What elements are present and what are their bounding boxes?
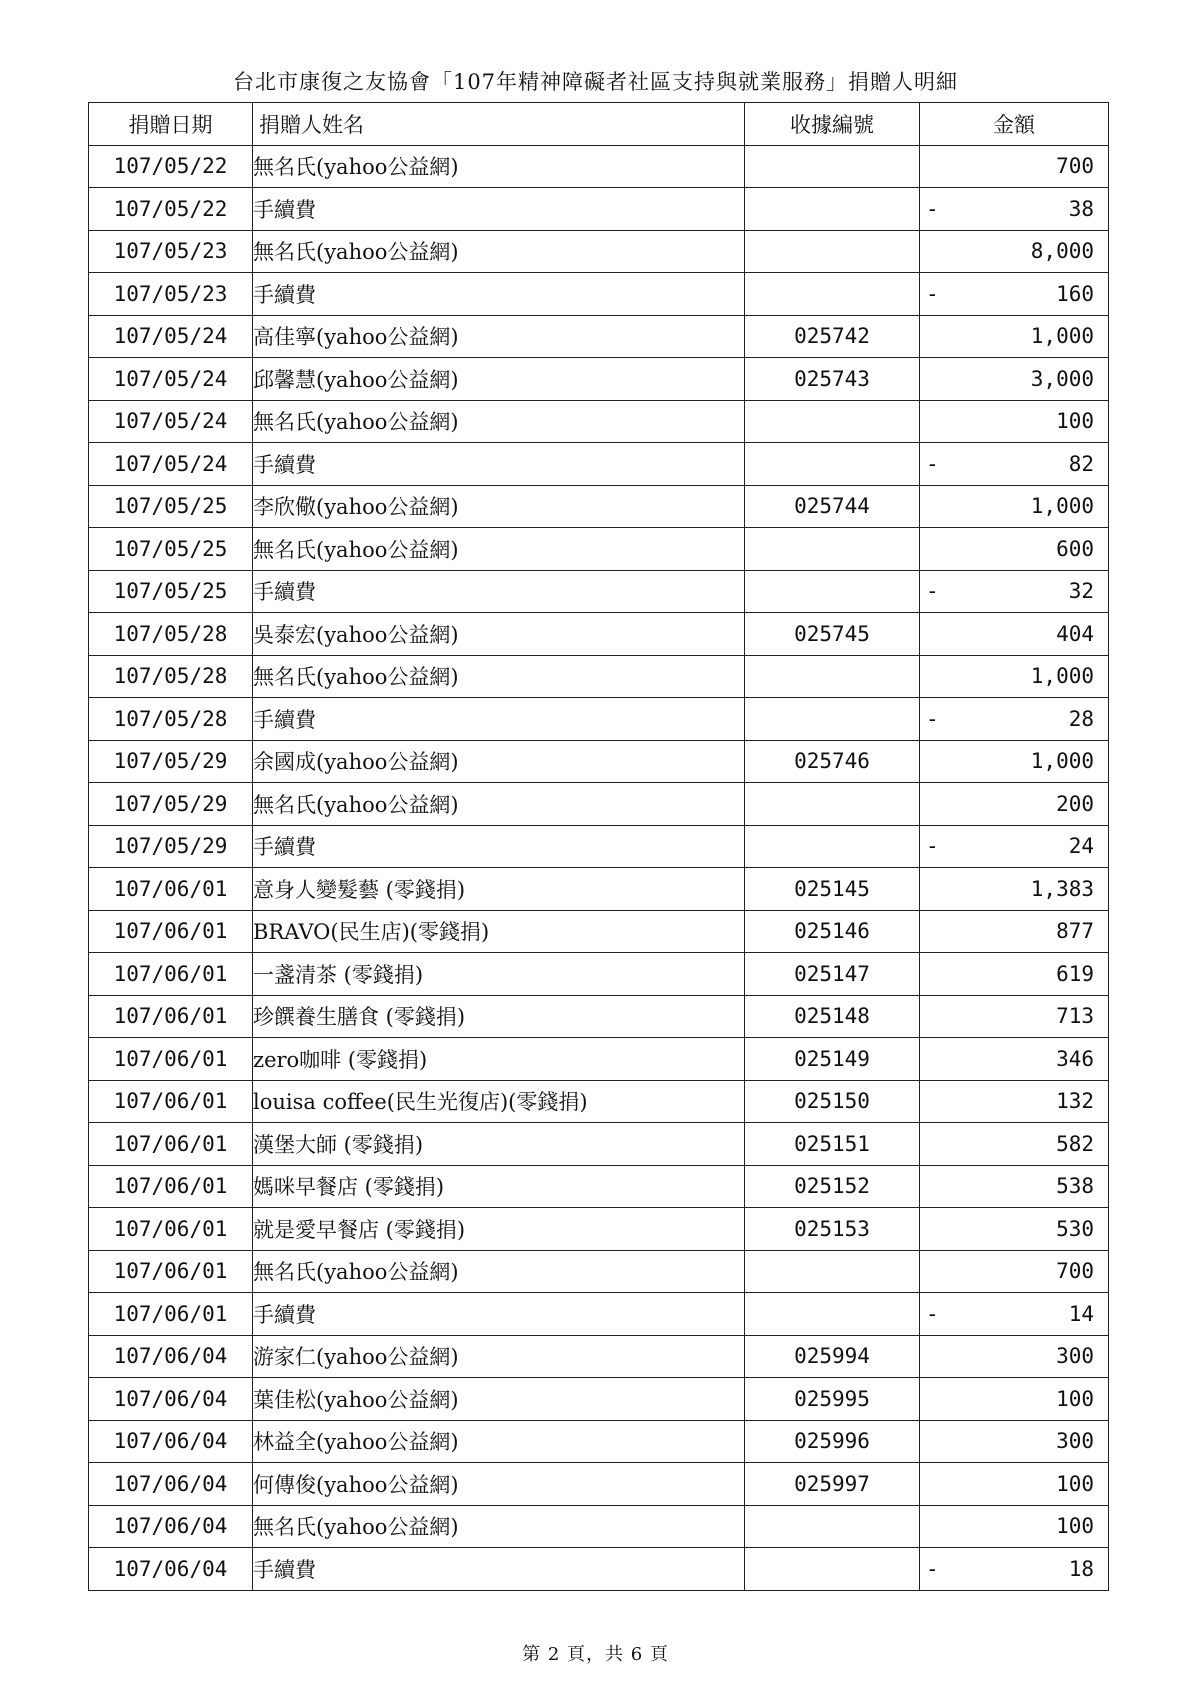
donor-name-cell: BRAVO(民生店)(零錢捐)	[253, 910, 745, 953]
donor-name-cell: 無名氏(yahoo公益網)	[253, 528, 745, 571]
donor-name-cell: 余國成(yahoo公益網)	[253, 740, 745, 783]
amount-cell	[920, 1548, 1109, 1591]
receipt-number-cell: 025994	[745, 1335, 920, 1378]
header-name: 捐贈人姓名	[253, 103, 745, 146]
amount-value: 38	[1068, 196, 1094, 221]
amount-cell	[920, 740, 1109, 783]
donor-name-cell: zero咖啡 (零錢捐)	[253, 1038, 745, 1081]
donation-date-cell: 107/05/22	[89, 145, 253, 188]
donor-name-cell: 無名氏(yahoo公益網)	[253, 783, 745, 826]
amount-value: 100	[1056, 1471, 1094, 1496]
receipt-number-cell	[745, 655, 920, 698]
amount-value: 132	[1056, 1089, 1094, 1114]
amount-cell	[920, 528, 1109, 571]
donation-date-cell: 107/05/25	[89, 485, 253, 528]
donation-date-cell: 107/05/24	[89, 400, 253, 443]
receipt-number-cell	[745, 443, 920, 486]
amount-value: 100	[1056, 1386, 1094, 1411]
donation-date-cell: 107/06/01	[89, 1038, 253, 1081]
table-row	[89, 1123, 1109, 1166]
donor-name-cell: 邱馨慧(yahoo公益網)	[253, 358, 745, 401]
page-title: 台北市康復之友協會「107年精神障礙者社區支持與就業服務」捐贈人明細	[232, 70, 959, 94]
table-row	[89, 1165, 1109, 1208]
donor-name-cell: 手續費	[253, 273, 745, 316]
donor-name-cell: 游家仁(yahoo公益網)	[253, 1335, 745, 1378]
receipt-number-cell: 025997	[745, 1463, 920, 1506]
donor-name-cell: 葉佳松(yahoo公益網)	[253, 1378, 745, 1421]
donation-date-cell: 107/06/01	[89, 1123, 253, 1166]
donation-date-cell: 107/05/24	[89, 358, 253, 401]
amount-value: 600	[1056, 536, 1094, 561]
donation-date-cell: 107/06/01	[89, 1080, 253, 1123]
table-row	[89, 230, 1109, 273]
donor-name-cell: 無名氏(yahoo公益網)	[253, 1250, 745, 1293]
receipt-number-cell	[745, 230, 920, 273]
table-row	[89, 485, 1109, 528]
receipt-number-cell: 025150	[745, 1080, 920, 1123]
amount-value: 404	[1056, 621, 1094, 646]
donation-date-cell: 107/06/04	[89, 1420, 253, 1463]
receipt-number-cell	[745, 1293, 920, 1336]
table-row	[89, 613, 1109, 656]
donation-date-cell: 107/06/01	[89, 868, 253, 911]
amount-cell	[920, 273, 1109, 316]
amount-value: 24	[1068, 834, 1094, 859]
receipt-number-cell	[745, 528, 920, 571]
amount-value: 700	[1056, 1259, 1094, 1284]
table-row	[89, 953, 1109, 996]
table-row	[89, 400, 1109, 443]
receipt-number-cell	[745, 145, 920, 188]
donation-date-cell: 107/05/24	[89, 315, 253, 358]
table-row	[89, 740, 1109, 783]
negative-sign: -	[926, 579, 939, 604]
receipt-number-cell: 025745	[745, 613, 920, 656]
donor-name-cell: 何傳俊(yahoo公益網)	[253, 1463, 745, 1506]
donor-name-cell: 漢堡大師 (零錢捐)	[253, 1123, 745, 1166]
amount-value: 100	[1056, 1514, 1094, 1539]
receipt-number-cell: 025145	[745, 868, 920, 911]
amount-value: 28	[1068, 706, 1094, 731]
table-row	[89, 1038, 1109, 1081]
amount-value: 32	[1068, 579, 1094, 604]
amount-cell	[920, 358, 1109, 401]
donation-date-cell: 107/06/01	[89, 1250, 253, 1293]
amount-value: 82	[1068, 451, 1094, 476]
amount-cell	[920, 1335, 1109, 1378]
donor-name-cell: 手續費	[253, 1293, 745, 1336]
donor-name-cell: 手續費	[253, 1548, 745, 1591]
table-row	[89, 528, 1109, 571]
donor-name-cell: louisa coffee(民生光復店)(零錢捐)	[253, 1080, 745, 1123]
amount-value: 8,000	[1030, 239, 1094, 264]
table-row	[89, 1250, 1109, 1293]
amount-cell	[920, 953, 1109, 996]
donation-date-cell: 107/05/28	[89, 613, 253, 656]
amount-cell	[920, 315, 1109, 358]
receipt-number-cell: 025995	[745, 1378, 920, 1421]
amount-value: 1,000	[1030, 324, 1094, 349]
donor-name-cell: 意身人變髮藝 (零錢捐)	[253, 868, 745, 911]
amount-value: 3,000	[1030, 366, 1094, 391]
amount-cell	[920, 1208, 1109, 1251]
amount-value: 700	[1056, 154, 1094, 179]
donation-date-cell: 107/06/01	[89, 995, 253, 1038]
donation-date-cell: 107/06/04	[89, 1505, 253, 1548]
donation-date-cell: 107/05/29	[89, 740, 253, 783]
receipt-number-cell: 025743	[745, 358, 920, 401]
table-row	[89, 1335, 1109, 1378]
amount-value: 1,000	[1030, 664, 1094, 689]
donor-name-cell: 無名氏(yahoo公益網)	[253, 230, 745, 273]
table-row	[89, 1208, 1109, 1251]
table-row	[89, 1080, 1109, 1123]
donor-name-cell: 珍饌養生膳食 (零錢捐)	[253, 995, 745, 1038]
table-row	[89, 825, 1109, 868]
receipt-number-cell: 025152	[745, 1165, 920, 1208]
donation-date-cell: 107/06/04	[89, 1463, 253, 1506]
table-row	[89, 995, 1109, 1038]
amount-cell	[920, 145, 1109, 188]
donor-name-cell: 無名氏(yahoo公益網)	[253, 655, 745, 698]
amount-cell	[920, 1123, 1109, 1166]
amount-value: 530	[1056, 1216, 1094, 1241]
amount-cell	[920, 570, 1109, 613]
amount-cell	[920, 1463, 1109, 1506]
amount-cell	[920, 698, 1109, 741]
amount-cell	[920, 1250, 1109, 1293]
receipt-number-cell: 025153	[745, 1208, 920, 1251]
table-row	[89, 1293, 1109, 1336]
donation-date-cell: 107/05/23	[89, 230, 253, 273]
amount-cell	[920, 995, 1109, 1038]
donation-date-cell: 107/06/01	[89, 1165, 253, 1208]
table-row	[89, 145, 1109, 188]
receipt-number-cell: 025146	[745, 910, 920, 953]
receipt-number-cell	[745, 273, 920, 316]
amount-cell	[920, 655, 1109, 698]
receipt-number-cell	[745, 188, 920, 231]
amount-value: 160	[1056, 281, 1094, 306]
amount-value: 300	[1056, 1429, 1094, 1454]
negative-sign: -	[926, 1556, 939, 1581]
amount-cell	[920, 400, 1109, 443]
donor-name-cell: 無名氏(yahoo公益網)	[253, 400, 745, 443]
amount-cell	[920, 868, 1109, 911]
donor-name-cell: 吳泰宏(yahoo公益網)	[253, 613, 745, 656]
table-row	[89, 570, 1109, 613]
table-row	[89, 1420, 1109, 1463]
table-row	[89, 443, 1109, 486]
amount-cell	[920, 443, 1109, 486]
donor-name-cell: 李欣儆(yahoo公益網)	[253, 485, 745, 528]
receipt-number-cell: 025746	[745, 740, 920, 783]
negative-sign: -	[926, 834, 939, 859]
donor-name-cell: 一盞清茶 (零錢捐)	[253, 953, 745, 996]
receipt-number-cell	[745, 1505, 920, 1548]
amount-value: 877	[1056, 919, 1094, 944]
donation-date-cell: 107/06/01	[89, 1208, 253, 1251]
amount-cell	[920, 1378, 1109, 1421]
negative-sign: -	[926, 281, 939, 306]
negative-sign: -	[926, 451, 939, 476]
receipt-number-cell: 025148	[745, 995, 920, 1038]
donation-date-cell: 107/05/28	[89, 655, 253, 698]
donation-date-cell: 107/06/04	[89, 1378, 253, 1421]
amount-value: 18	[1068, 1556, 1094, 1581]
negative-sign: -	[926, 196, 939, 221]
donation-date-cell: 107/06/01	[89, 953, 253, 996]
amount-cell	[920, 1038, 1109, 1081]
receipt-number-cell: 025742	[745, 315, 920, 358]
amount-cell	[920, 910, 1109, 953]
amount-value: 713	[1056, 1004, 1094, 1029]
table-row	[89, 655, 1109, 698]
donor-name-cell: 手續費	[253, 443, 745, 486]
page-number: 第 2 頁，共 6 頁	[522, 1644, 669, 1665]
table-row	[89, 868, 1109, 911]
amount-value: 1,383	[1030, 876, 1094, 901]
header-amount: 金額	[920, 103, 1109, 146]
donor-name-cell: 媽咪早餐店 (零錢捐)	[253, 1165, 745, 1208]
donation-date-cell: 107/06/04	[89, 1548, 253, 1591]
header-date: 捐贈日期	[89, 103, 253, 146]
receipt-number-cell: 025996	[745, 1420, 920, 1463]
table-row	[89, 315, 1109, 358]
amount-value: 100	[1056, 409, 1094, 434]
donor-name-cell: 就是愛早餐店 (零錢捐)	[253, 1208, 745, 1251]
amount-cell	[920, 783, 1109, 826]
receipt-number-cell: 025149	[745, 1038, 920, 1081]
amount-value: 14	[1068, 1301, 1094, 1326]
table-row	[89, 1378, 1109, 1421]
donation-date-cell: 107/05/25	[89, 570, 253, 613]
donor-name-cell: 手續費	[253, 825, 745, 868]
donation-date-cell: 107/06/04	[89, 1335, 253, 1378]
table-row	[89, 273, 1109, 316]
amount-cell	[920, 1293, 1109, 1336]
donor-name-cell: 林益全(yahoo公益網)	[253, 1420, 745, 1463]
negative-sign: -	[926, 706, 939, 731]
table-row	[89, 698, 1109, 741]
donation-date-cell: 107/06/01	[89, 910, 253, 953]
amount-value: 619	[1056, 961, 1094, 986]
amount-cell	[920, 613, 1109, 656]
table-body	[89, 145, 1109, 1590]
receipt-number-cell	[745, 1548, 920, 1591]
donation-date-cell: 107/05/28	[89, 698, 253, 741]
table-row	[89, 188, 1109, 231]
receipt-number-cell	[745, 1250, 920, 1293]
donor-name-cell: 無名氏(yahoo公益網)	[253, 145, 745, 188]
receipt-number-cell	[745, 698, 920, 741]
donation-date-cell: 107/06/01	[89, 1293, 253, 1336]
amount-value: 346	[1056, 1046, 1094, 1071]
table-row	[89, 910, 1109, 953]
amount-cell	[920, 825, 1109, 868]
receipt-number-cell: 025744	[745, 485, 920, 528]
table-row	[89, 783, 1109, 826]
negative-sign: -	[926, 1301, 939, 1326]
amount-value: 200	[1056, 791, 1094, 816]
table-row	[89, 1548, 1109, 1591]
header-receipt: 收據編號	[745, 103, 920, 146]
amount-value: 538	[1056, 1174, 1094, 1199]
donation-date-cell: 107/05/22	[89, 188, 253, 231]
donor-name-cell: 手續費	[253, 570, 745, 613]
donation-date-cell: 107/05/24	[89, 443, 253, 486]
receipt-number-cell	[745, 783, 920, 826]
amount-cell	[920, 485, 1109, 528]
table-row	[89, 1505, 1109, 1548]
donor-name-cell: 手續費	[253, 698, 745, 741]
donation-date-cell: 107/05/23	[89, 273, 253, 316]
donation-date-cell: 107/05/25	[89, 528, 253, 571]
amount-cell	[920, 1165, 1109, 1208]
amount-cell	[920, 1080, 1109, 1123]
donor-name-cell: 高佳寧(yahoo公益網)	[253, 315, 745, 358]
receipt-number-cell	[745, 400, 920, 443]
donor-name-cell: 手續費	[253, 188, 745, 231]
table-header-row	[89, 103, 1109, 146]
amount-cell	[920, 188, 1109, 231]
amount-value: 582	[1056, 1131, 1094, 1156]
receipt-number-cell	[745, 570, 920, 613]
amount-cell	[920, 230, 1109, 273]
amount-value: 1,000	[1030, 749, 1094, 774]
amount-value: 1,000	[1030, 494, 1094, 519]
receipt-number-cell	[745, 825, 920, 868]
donor-name-cell: 無名氏(yahoo公益網)	[253, 1505, 745, 1548]
donation-date-cell: 107/05/29	[89, 783, 253, 826]
donor-table	[88, 102, 1109, 1591]
amount-value: 300	[1056, 1344, 1094, 1369]
receipt-number-cell: 025151	[745, 1123, 920, 1166]
amount-cell	[920, 1505, 1109, 1548]
amount-cell	[920, 1420, 1109, 1463]
table-row	[89, 358, 1109, 401]
receipt-number-cell: 025147	[745, 953, 920, 996]
table-row	[89, 1463, 1109, 1506]
donation-date-cell: 107/05/29	[89, 825, 253, 868]
